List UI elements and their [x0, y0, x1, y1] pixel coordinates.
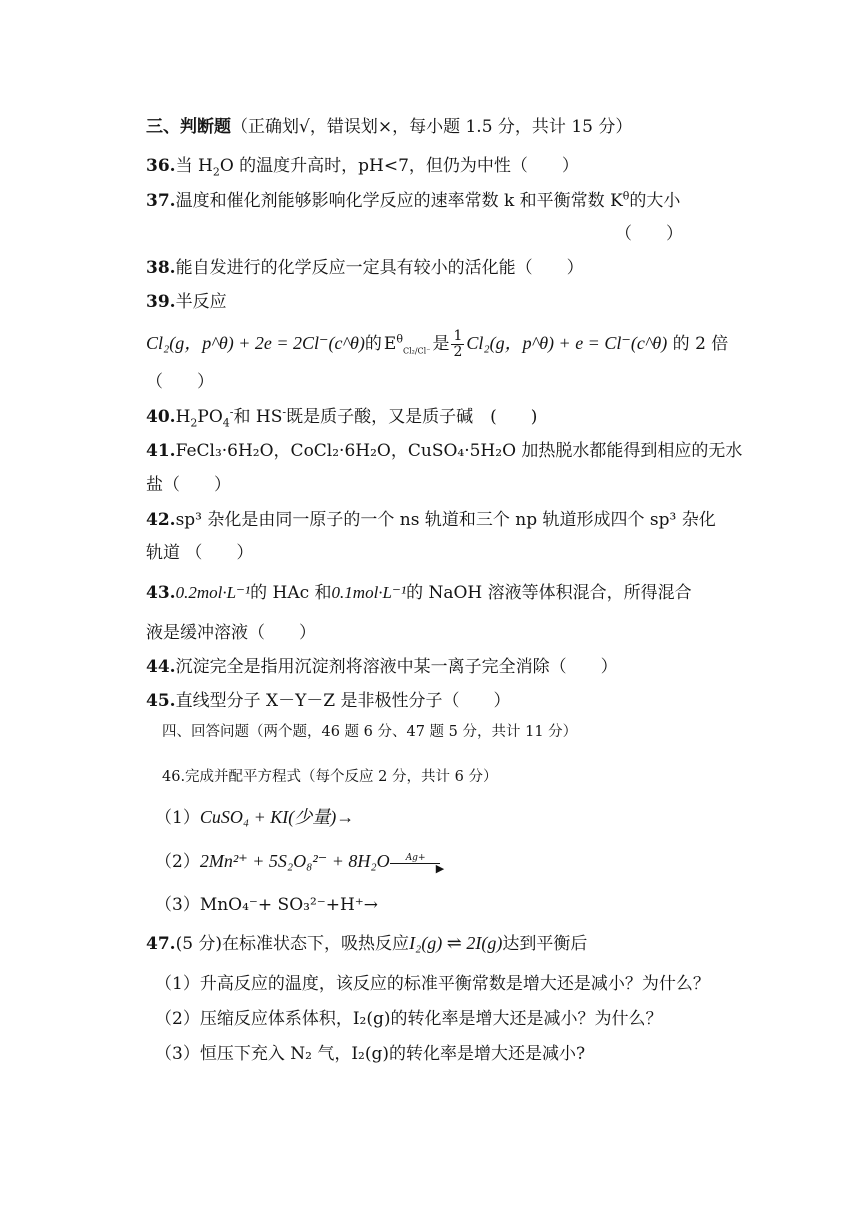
- q45-number: 45.: [146, 691, 176, 711]
- q44-number: 44.: [146, 657, 176, 677]
- question-36: [146, 154, 579, 178]
- q47-item-1: [155, 972, 710, 996]
- q37-answer-paren: （ ）: [615, 224, 683, 244]
- q46-item-2: [155, 849, 444, 874]
- question-41: [146, 439, 742, 463]
- q36-number: 36.: [146, 156, 176, 176]
- q47-item-3: [155, 1042, 585, 1066]
- q43-text1: 的 HAc 和: [250, 583, 332, 603]
- q47-item-2-text: 压缩反应体系体积，I₂(g)的转化率是增大还是减小？为什么？: [199, 1009, 663, 1029]
- q37-sup: θ: [622, 189, 630, 203]
- q46-item-2-label: （2）: [155, 852, 200, 872]
- q40-sup-minus2: -: [282, 405, 287, 419]
- question-38: [146, 256, 584, 280]
- question-40: [146, 405, 537, 429]
- q40-sup-minus: -: [229, 405, 234, 419]
- q47-reaction: I₂(g) ⇌ 2I(g): [409, 933, 503, 953]
- q36-text-b: O 的温度升高时，pH<7，但仍为中性（ ）: [219, 156, 579, 176]
- q42-text-line2: 轨道 （ ）: [146, 543, 254, 563]
- q39-de: 的: [364, 334, 382, 354]
- q39-E-sup: θ: [396, 332, 403, 346]
- question-44: [146, 655, 618, 679]
- q38-number: 38.: [146, 258, 176, 278]
- q47-item-1-text: 升高反应的温度，该反应的标准平衡常数是增大还是减小？为什么？: [199, 974, 710, 994]
- q46-item-1-eq: CuSO₄ + KI(少量)→: [199, 807, 355, 827]
- question-47: [146, 931, 587, 956]
- q38-text: 能自发进行的化学反应一定具有较小的活化能（ ）: [175, 258, 584, 278]
- q47-number: 47.: [146, 934, 176, 954]
- q46-item-3-label: （3）: [155, 895, 200, 915]
- q46-item-1-label: （1）: [155, 808, 200, 828]
- q45-text: 直线型分子 X－Y－Z 是非极性分子（ ）: [175, 691, 511, 711]
- q42-text-line1: sp³ 杂化是由同一原子的一个 ns 轨道和三个 np 轨道形成四个 sp³ 杂化: [175, 510, 716, 530]
- q39-eq-right: Cl₂(g，p^θ) + e = Cl⁻(c^θ): [466, 333, 668, 353]
- question-42: [146, 508, 716, 532]
- q46-item-2-arrow: [390, 852, 445, 875]
- question-43: [146, 581, 692, 605]
- q39-text: 半反应: [175, 292, 227, 312]
- q43-text-line2: 液是缓冲溶液（ ）: [146, 623, 316, 643]
- q46-item-2-eq: 2Mn²⁺ + 5S₂O₈²⁻ + 8H₂O: [199, 851, 390, 871]
- q40-text-d: 既是质子酸，又是质子碱 ( ): [286, 407, 538, 427]
- q39-shi: 是: [432, 334, 450, 354]
- q47-tail: 达到平衡后: [502, 934, 588, 954]
- q39-fraction: [451, 329, 464, 360]
- q39-E: E: [383, 334, 397, 354]
- q43-conc1: 0.2mol·L⁻¹: [175, 583, 251, 602]
- q37-text: 温度和催化剂能够影响化学反应的速率常数 k 和平衡常数 K: [175, 191, 623, 211]
- q43-number: 43.: [146, 583, 176, 603]
- q37-tail: 的大小: [629, 191, 681, 211]
- q39-equation: [146, 328, 728, 360]
- q47-item-3-text: 恒压下充入 N₂ 气，I₂(g)的转化率是增大还是减小?: [199, 1044, 586, 1064]
- q46-item-1: [155, 805, 354, 830]
- q47-item-2-label: （2）: [155, 1009, 200, 1029]
- q41-text-line1: FeCl₃·6H₂O，CoCl₂·6H₂O，CuSO₄·5H₂O 加热脱水都能得到相应的无水: [175, 441, 743, 461]
- q40-number: 40.: [146, 407, 176, 427]
- q40-text-a: H: [175, 407, 191, 427]
- q46-catalyst-label: Ag+: [405, 852, 426, 863]
- q36-sub: 2: [212, 165, 220, 179]
- q41-text-line2: 盐（ ）: [146, 475, 231, 495]
- q44-text: 沉淀完全是指用沉淀剂将溶液中某一离子完全消除（ ）: [175, 657, 618, 677]
- q42-number: 42.: [146, 510, 176, 530]
- q39-tail: 的 2 倍: [672, 334, 729, 354]
- arrow-head-icon: ▶: [435, 861, 445, 875]
- q43-text2: 的 NaOH 溶液等体积混合，所得混合: [406, 583, 692, 603]
- q47-item-1-label: （1）: [155, 974, 200, 994]
- q39-answer-paren: （ ）: [146, 372, 214, 392]
- q46-item-3-eq: MnO₄⁻+ SO₃²⁻+H⁺→: [199, 895, 379, 915]
- arrow-shaft: [390, 863, 440, 864]
- q39-eq-left: Cl₂(g，p^θ) + 2e = 2Cl⁻(c^θ): [146, 333, 365, 353]
- question-45: [146, 689, 511, 713]
- q43-conc2: 0.1mol·L⁻¹: [331, 583, 407, 602]
- question-39: [146, 290, 227, 314]
- q39-frac-den: 2: [453, 344, 463, 360]
- q40-text-b: PO: [197, 407, 223, 427]
- q37-number: 37.: [146, 191, 176, 211]
- q47-lead: (5 分)在标准状态下，吸热反应: [175, 934, 410, 954]
- q39-number: 39.: [146, 292, 176, 312]
- q39-E-sub: Cl₂/Cl⁻: [402, 346, 431, 356]
- section4-heading: 四、回答问题（两个题，46 题 6 分、47 题 5 分，共计 11 分）: [162, 724, 578, 740]
- q40-text-c: 和 HS: [233, 407, 283, 427]
- q40-sub4: 4: [222, 416, 230, 430]
- q47-item-2: [155, 1007, 663, 1031]
- q46-heading: 46.完成并配平方程式（每个反应 2 分，共计 6 分）: [162, 769, 498, 785]
- q41-number: 41.: [146, 441, 176, 461]
- section3-note: （正确划√，错误划×，每小题 1.5 分，共计 15 分）: [231, 117, 633, 137]
- q46-item-3: [155, 893, 378, 917]
- q36-text-a: 当 H: [175, 156, 213, 176]
- q47-item-3-label: （3）: [155, 1044, 200, 1064]
- section3-heading: 三、判断题: [146, 117, 231, 137]
- q39-E-symbol: [384, 329, 431, 359]
- section3-title: [146, 115, 632, 139]
- question-37: [146, 189, 680, 213]
- q40-sub2: 2: [190, 416, 198, 430]
- q39-frac-num: 1: [453, 328, 463, 344]
